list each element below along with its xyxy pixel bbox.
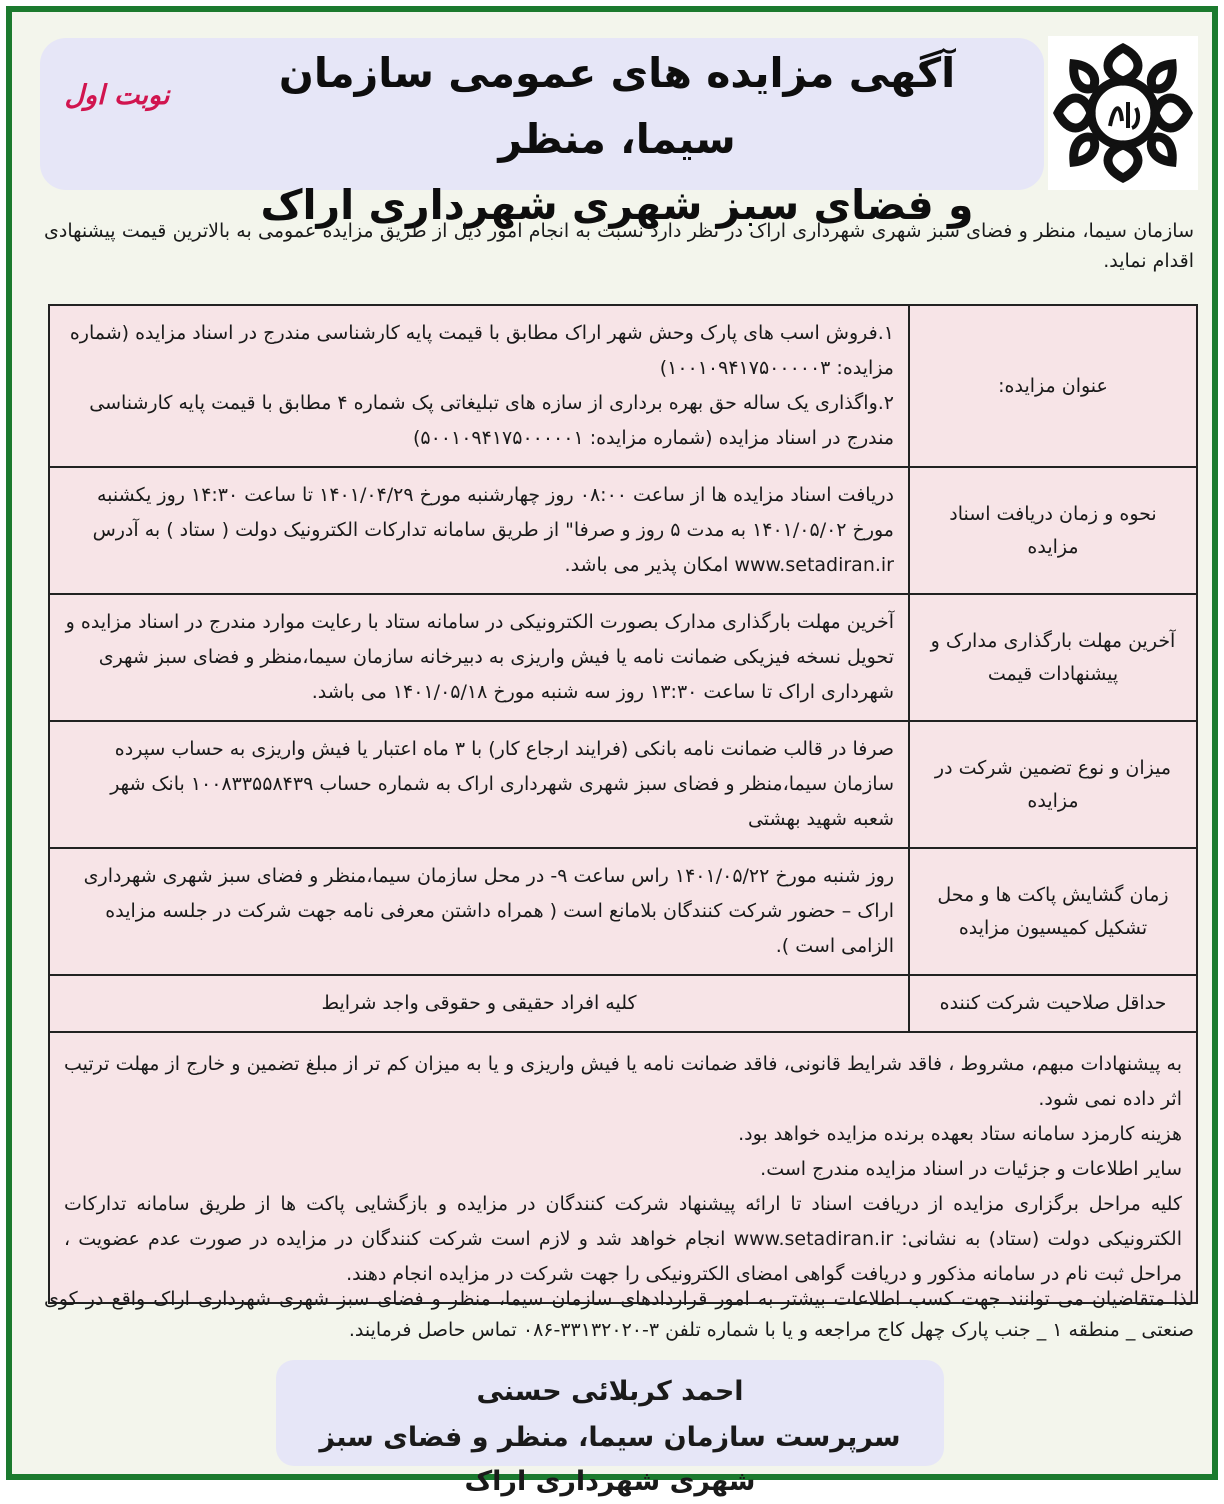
row-label: آخرین مهلت بارگذاری مدارک و پیشنهادات قیمت bbox=[908, 595, 1196, 720]
notice-title bbox=[222, 40, 1012, 238]
notes-block bbox=[50, 1033, 1196, 1302]
row-label: زمان گشایش پاکت ها و محل تشکیل کمیسیون مزایده bbox=[908, 849, 1196, 974]
table-row bbox=[50, 722, 1196, 849]
row-content bbox=[50, 306, 908, 466]
title-line-1: آگهی مزایده های عمومی سازمان سیما، منظر bbox=[278, 49, 956, 163]
row-label: عنوان مزایده: bbox=[908, 306, 1196, 466]
page-frame bbox=[6, 6, 1218, 1497]
signatory-title: سرپرست سازمان سیما، منظر و فضای سبز شهری شهرداری اراک bbox=[319, 1422, 901, 1497]
upload-deadline-text: آخرین مهلت بارگذاری مدارک بصورت الکترونیکی در سامانه ستاد با رعایت موارد مندرج در اسناد مزایده و تحویل نسخه فیزیکی ضمانت نامه یا فیش واریزی به دبیرخانه سازمان سیما،منظر و فضای سبز شهری شهرداری اراک تا ساعت ۱۳:۳۰ روز سه شنبه مورخ ۱۴۰۱/۰۵/۱۸ می باشد. bbox=[65, 611, 894, 703]
row-content bbox=[50, 849, 908, 974]
opening-time-text: روز شنبه مورخ ۱۴۰۱/۰۵/۲۲ راس ساعت ۹- در محل سازمان سیما،منظر و فضای سبز شهری شهرداری اراک – حضور شرکت کنندگان بلامانع است ( همراه داشتن معرفی نامه جهت شرکت در جلسه مزایده الزامی است ). bbox=[83, 865, 894, 957]
notes-row bbox=[50, 1033, 1196, 1302]
row-label: نحوه و زمان دریافت اسناد مزایده bbox=[908, 468, 1196, 593]
row-content bbox=[50, 976, 908, 1031]
intro-paragraph: سازمان سیما، منظر و فضای سبز شهری شهرداری اراک در نظر دارد نسبت به انجام امور ذیل از طریق مزایده عمومی به بالاترین قیمت پیشنهادی اقدام نماید. bbox=[44, 220, 1194, 272]
auction-details-table bbox=[48, 304, 1198, 1304]
table-row bbox=[50, 306, 1196, 468]
note-item: به پیشنهادات مبهم، مشروط ، فاقد شرایط قانونی، فاقد ضمانت نامه یا فیش واریزی و یا به میزان کم تر از مبلغ تضمین و خارج از مهلت ترتیب اثر داده نمی شود. bbox=[64, 1053, 1182, 1110]
document-receipt-text: دریافت اسناد مزایده ها از ساعت ۰۸:۰۰ روز چهارشنبه مورخ ۱۴۰۱/۰۴/۲۹ تا ساعت ۱۴:۳۰ روز یکشنبه مورخ ۱۴۰۱/۰۵/۰۲ به مدت ۵ روز و صرفا" از طریق سامانه تدارکات الکترونیک دولت ( ستاد ) به آدرس www.setadiran.ir امکان پذیر می باشد. bbox=[92, 484, 894, 576]
signature-block bbox=[276, 1360, 944, 1497]
row-content bbox=[50, 722, 908, 847]
auction-item-1: ۱.فروش اسب های پارک وحش شهر اراک مطابق با قیمت پایه کارشناسی مندرج در اسناد مزایده (شماره مزایده: ۱۰۰۱۰۹۴۱۷۵۰۰۰۰۰۳) bbox=[69, 322, 894, 379]
table-row bbox=[50, 976, 1196, 1033]
row-label: حداقل صلاحیت شرکت کننده bbox=[908, 976, 1196, 1031]
contact-paragraph: لذا متقاضیان می توانند جهت کسب اطلاعات بیشتر به امور قراردادهای سازمان سیما، منظر و فضای سبز شهری شهرداری اراک واقع در کوی صنعتی _ منطقه ۱ _ جنب پارک چهل کاج مراجعه و یا با شماره تلفن ۳-۳۳۱۳۲۰۲۰-۰۸۶ تماس حاصل فرمایند. bbox=[44, 1288, 1194, 1341]
note-item: هزینه کارمزد سامانه ستاد بعهده برنده مزایده خواهد بود. bbox=[738, 1123, 1182, 1145]
title-line-2: و فضای سبز شهری شهرداری اراک bbox=[260, 181, 974, 229]
guarantee-text: صرفا در قالب ضمانت نامه بانکی (فرایند ارجاع کار) با ۳ ماه اعتبار یا فیش واریزی به حساب سپرده سازمان سیما،منظر و فضای سبز شهری شهرداری اراک به شماره حساب ۱۰۰۸۳۳۵۵۸۴۳۹ بانک شهر شعبه شهید بهشتی bbox=[110, 738, 894, 830]
signatory-name: احمد کربلائی حسنی bbox=[476, 1376, 744, 1407]
table-row bbox=[50, 595, 1196, 722]
row-label: میزان و نوع تضمین شرکت در مزایده bbox=[908, 722, 1196, 847]
qualification-text: کلیه افراد حقیقی و حقوقی واجد شرایط bbox=[321, 992, 637, 1014]
row-content bbox=[50, 468, 908, 593]
publish-round-label: نوبت اول bbox=[64, 80, 170, 111]
note-item: کلیه مراحل برگزاری مزایده از دریافت اسناد تا ارائه پیشنهاد شرکت کنندگان در مزایده و بازگشایی پاکت ها از طریق سامانه تدارکات الکترونیکی دولت (ستاد) به نشانی: www.setadiran.ir انجام خواهد شد و لازم است شرکت کنندگان در مزایده در صورت عدم عضویت ، مراحل ثبت نام در سامانه مذکور و دریافت گواهی امضای الکترونیکی را جهت شرکت در مزایده انجام دهند. bbox=[64, 1193, 1182, 1285]
table-row bbox=[50, 849, 1196, 976]
note-item: سایر اطلاعات و جزئیات در اسناد مزایده مندرج است. bbox=[760, 1158, 1182, 1180]
auction-item-2: ۲.واگذاری یک ساله حق بهره برداری از سازه های تبلیغاتی پک شماره ۴ مطابق با قیمت پایه کارشناسی مندرج در اسناد مزایده (شماره مزایده: ۵۰۰۱۰۹۴۱۷۵۰۰۰۰۰۱) bbox=[89, 392, 894, 449]
row-content bbox=[50, 595, 908, 720]
table-row bbox=[50, 468, 1196, 595]
municipality-logo bbox=[1048, 36, 1198, 190]
